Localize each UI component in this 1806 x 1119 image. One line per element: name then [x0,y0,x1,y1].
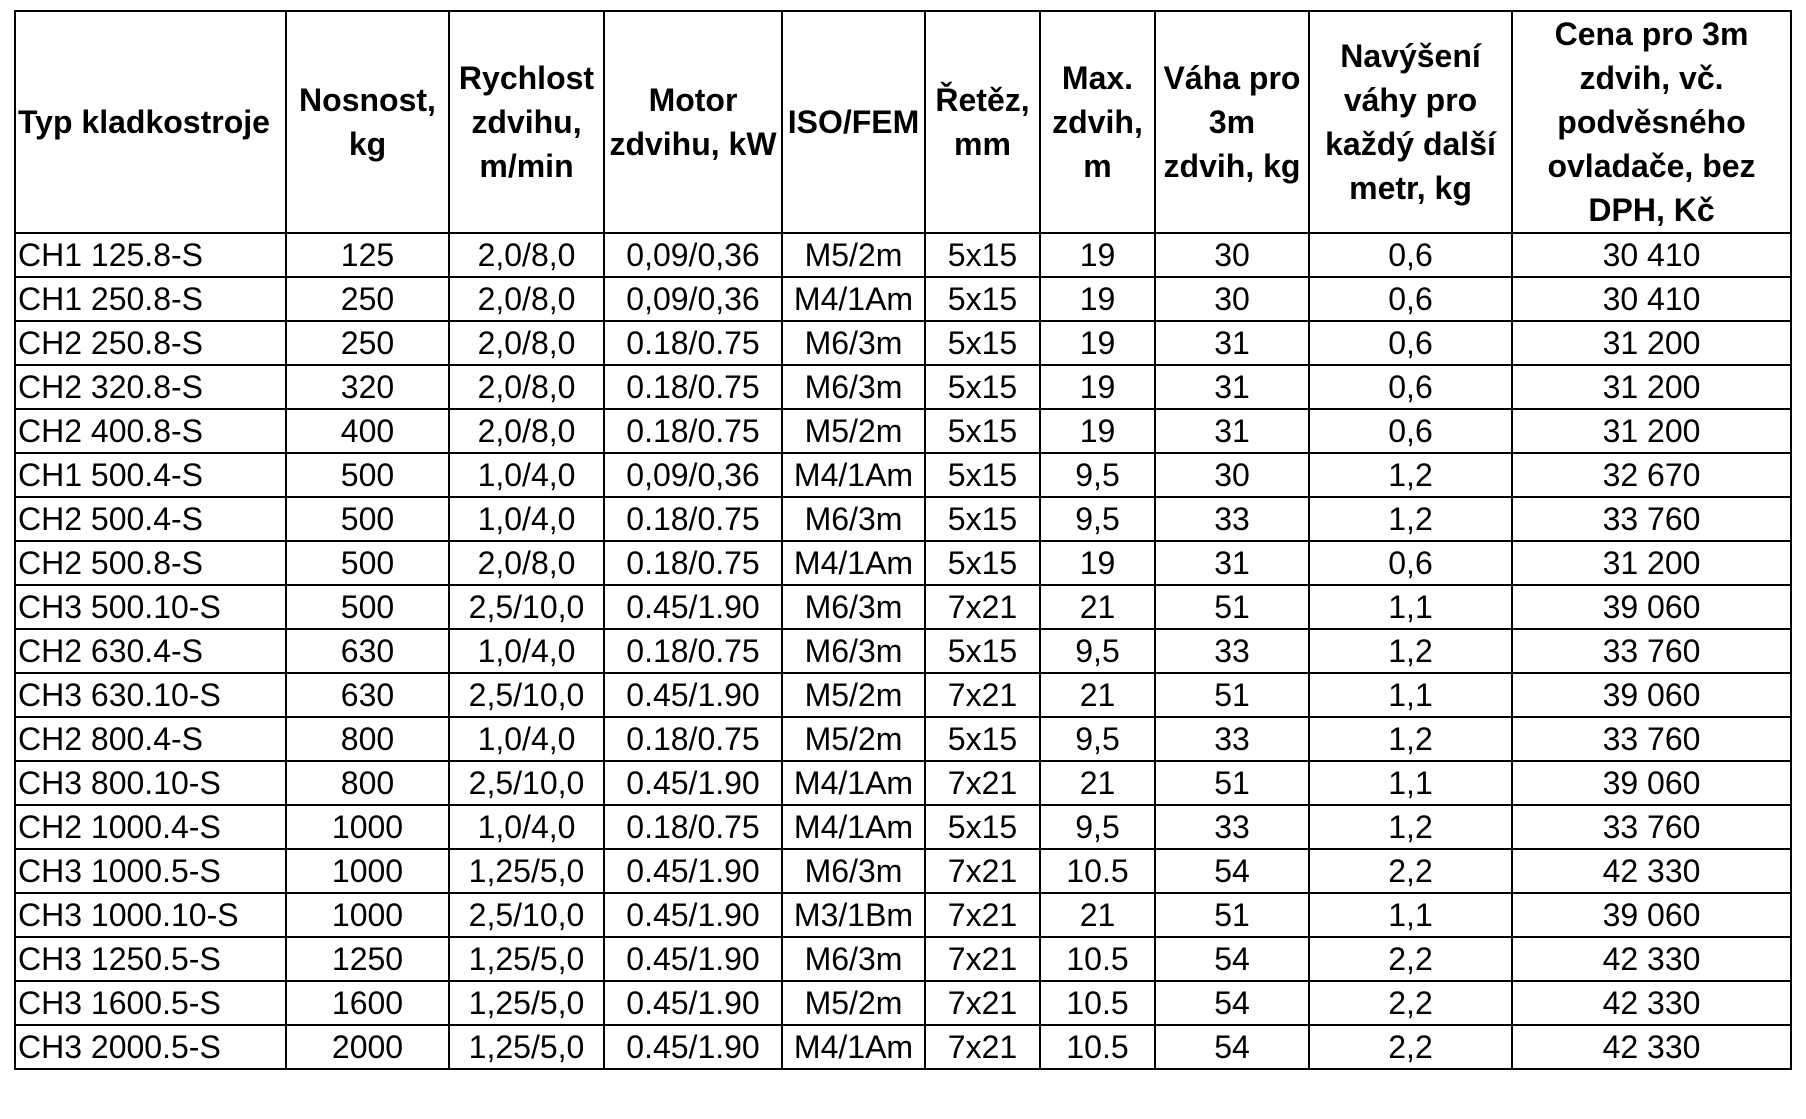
cell-lifting-motor: 0.45/1.90 [604,981,782,1025]
cell-iso-fem: M5/2m [782,233,925,277]
cell-lifting-motor: 0,09/0,36 [604,277,782,321]
cell-type: CH2 630.4-S [15,629,286,673]
table-row [15,585,1791,629]
table-row [15,981,1791,1025]
cell-lifting-speed: 1,25/5,0 [449,981,604,1025]
cell-chain: 5x15 [925,541,1040,585]
cell-type: CH3 500.10-S [15,585,286,629]
cell-weight-per-meter: 1,2 [1309,629,1512,673]
table-row [15,673,1791,717]
cell-price: 33 760 [1512,717,1791,761]
cell-price: 33 760 [1512,805,1791,849]
cell-max-lift: 21 [1040,761,1155,805]
column-header-lifting-motor: Motor zdvihu, kW [604,11,782,233]
cell-weight-3m: 51 [1155,673,1309,717]
cell-max-lift: 10.5 [1040,981,1155,1025]
cell-capacity: 800 [286,717,449,761]
cell-weight-per-meter: 0,6 [1309,365,1512,409]
cell-max-lift: 10.5 [1040,937,1155,981]
column-header-chain: Řetěz, mm [925,11,1040,233]
cell-max-lift: 19 [1040,409,1155,453]
cell-max-lift: 21 [1040,673,1155,717]
cell-capacity: 1600 [286,981,449,1025]
cell-weight-3m: 31 [1155,321,1309,365]
cell-chain: 5x15 [925,277,1040,321]
cell-lifting-motor: 0.45/1.90 [604,1025,782,1069]
cell-iso-fem: M6/3m [782,365,925,409]
cell-price: 42 330 [1512,981,1791,1025]
cell-weight-per-meter: 1,1 [1309,893,1512,937]
cell-price: 31 200 [1512,541,1791,585]
cell-chain: 5x15 [925,805,1040,849]
cell-chain: 5x15 [925,717,1040,761]
cell-iso-fem: M4/1Am [782,277,925,321]
cell-chain: 5x15 [925,321,1040,365]
cell-lifting-speed: 2,5/10,0 [449,893,604,937]
cell-capacity: 125 [286,233,449,277]
cell-chain: 5x15 [925,233,1040,277]
cell-max-lift: 21 [1040,585,1155,629]
table-row [15,277,1791,321]
cell-lifting-motor: 0.18/0.75 [604,541,782,585]
cell-lifting-speed: 1,0/4,0 [449,629,604,673]
cell-weight-3m: 31 [1155,365,1309,409]
cell-type: CH1 500.4-S [15,453,286,497]
cell-lifting-speed: 1,0/4,0 [449,497,604,541]
table-row [15,937,1791,981]
cell-iso-fem: M5/2m [782,673,925,717]
cell-lifting-motor: 0.45/1.90 [604,761,782,805]
cell-lifting-motor: 0.18/0.75 [604,717,782,761]
cell-lifting-speed: 2,0/8,0 [449,365,604,409]
cell-iso-fem: M6/3m [782,629,925,673]
cell-chain: 5x15 [925,497,1040,541]
cell-lifting-speed: 1,25/5,0 [449,849,604,893]
cell-type: CH2 250.8-S [15,321,286,365]
cell-iso-fem: M6/3m [782,849,925,893]
cell-type: CH3 1600.5-S [15,981,286,1025]
cell-iso-fem: M5/2m [782,981,925,1025]
cell-type: CH3 630.10-S [15,673,286,717]
column-header-lifting-speed: Rychlost zdvihu, m/min [449,11,604,233]
cell-weight-3m: 54 [1155,1025,1309,1069]
cell-lifting-speed: 1,0/4,0 [449,717,604,761]
cell-lifting-speed: 1,0/4,0 [449,453,604,497]
cell-weight-3m: 51 [1155,585,1309,629]
cell-type: CH2 500.4-S [15,497,286,541]
cell-lifting-speed: 2,0/8,0 [449,541,604,585]
cell-lifting-motor: 0.18/0.75 [604,497,782,541]
cell-capacity: 320 [286,365,449,409]
cell-max-lift: 21 [1040,893,1155,937]
cell-type: CH1 250.8-S [15,277,286,321]
cell-type: CH2 500.8-S [15,541,286,585]
cell-lifting-speed: 1,0/4,0 [449,805,604,849]
table-row [15,233,1791,277]
cell-iso-fem: M4/1Am [782,761,925,805]
cell-max-lift: 10.5 [1040,849,1155,893]
cell-iso-fem: M6/3m [782,585,925,629]
cell-lifting-motor: 0.45/1.90 [604,849,782,893]
cell-capacity: 1000 [286,805,449,849]
cell-weight-3m: 30 [1155,453,1309,497]
cell-type: CH2 1000.4-S [15,805,286,849]
cell-lifting-motor: 0.18/0.75 [604,365,782,409]
cell-type: CH2 800.4-S [15,717,286,761]
cell-capacity: 2000 [286,1025,449,1069]
cell-capacity: 1000 [286,893,449,937]
cell-capacity: 1000 [286,849,449,893]
cell-lifting-motor: 0.18/0.75 [604,805,782,849]
cell-weight-per-meter: 0,6 [1309,409,1512,453]
cell-lifting-motor: 0.45/1.90 [604,585,782,629]
cell-weight-3m: 54 [1155,937,1309,981]
cell-lifting-speed: 2,0/8,0 [449,409,604,453]
cell-lifting-motor: 0.45/1.90 [604,937,782,981]
cell-max-lift: 19 [1040,233,1155,277]
cell-chain: 7x21 [925,849,1040,893]
cell-price: 30 410 [1512,233,1791,277]
cell-weight-3m: 33 [1155,629,1309,673]
cell-lifting-speed: 2,0/8,0 [449,321,604,365]
cell-price: 39 060 [1512,585,1791,629]
cell-iso-fem: M6/3m [782,937,925,981]
cell-weight-per-meter: 1,2 [1309,453,1512,497]
column-header-weight-3m: Váha pro 3m zdvih, kg [1155,11,1309,233]
cell-lifting-motor: 0.18/0.75 [604,409,782,453]
cell-chain: 5x15 [925,629,1040,673]
cell-lifting-motor: 0.45/1.90 [604,673,782,717]
cell-lifting-speed: 2,0/8,0 [449,277,604,321]
column-header-iso-fem: ISO/FEM [782,11,925,233]
cell-weight-3m: 33 [1155,497,1309,541]
cell-weight-3m: 54 [1155,849,1309,893]
cell-capacity: 250 [286,277,449,321]
cell-capacity: 400 [286,409,449,453]
cell-capacity: 500 [286,541,449,585]
cell-lifting-motor: 0.18/0.75 [604,321,782,365]
cell-price: 33 760 [1512,497,1791,541]
table-row [15,453,1791,497]
cell-capacity: 800 [286,761,449,805]
cell-max-lift: 9,5 [1040,629,1155,673]
table-row [15,541,1791,585]
table-row [15,1025,1791,1069]
cell-iso-fem: M4/1Am [782,541,925,585]
cell-weight-per-meter: 1,2 [1309,717,1512,761]
cell-lifting-motor: 0,09/0,36 [604,453,782,497]
cell-chain: 5x15 [925,409,1040,453]
cell-price: 39 060 [1512,893,1791,937]
cell-weight-3m: 33 [1155,717,1309,761]
cell-weight-per-meter: 1,1 [1309,585,1512,629]
column-header-capacity: Nosnost, kg [286,11,449,233]
cell-weight-per-meter: 2,2 [1309,1025,1512,1069]
cell-type: CH3 2000.5-S [15,1025,286,1069]
cell-max-lift: 19 [1040,277,1155,321]
cell-type: CH3 1250.5-S [15,937,286,981]
cell-lifting-speed: 2,5/10,0 [449,585,604,629]
cell-weight-per-meter: 2,2 [1309,849,1512,893]
cell-price: 39 060 [1512,673,1791,717]
cell-chain: 7x21 [925,673,1040,717]
cell-price: 31 200 [1512,321,1791,365]
cell-lifting-motor: 0.18/0.75 [604,629,782,673]
cell-max-lift: 10.5 [1040,1025,1155,1069]
cell-type: CH1 125.8-S [15,233,286,277]
cell-capacity: 500 [286,497,449,541]
cell-weight-3m: 54 [1155,981,1309,1025]
cell-chain: 7x21 [925,893,1040,937]
cell-weight-per-meter: 1,2 [1309,805,1512,849]
cell-weight-3m: 30 [1155,277,1309,321]
cell-weight-3m: 51 [1155,893,1309,937]
cell-weight-3m: 31 [1155,541,1309,585]
cell-weight-per-meter: 1,1 [1309,761,1512,805]
table-row [15,761,1791,805]
cell-iso-fem: M6/3m [782,497,925,541]
hoist-price-table [14,10,1792,1070]
cell-iso-fem: M6/3m [782,321,925,365]
cell-lifting-motor: 0.45/1.90 [604,893,782,937]
cell-type: CH2 400.8-S [15,409,286,453]
cell-chain: 7x21 [925,981,1040,1025]
cell-price: 33 760 [1512,629,1791,673]
table-row [15,805,1791,849]
table-header [15,11,1791,233]
hoist-price-table-sheet [14,10,1792,1070]
header-row [15,11,1791,233]
table-row [15,321,1791,365]
table-row [15,409,1791,453]
cell-iso-fem: M4/1Am [782,1025,925,1069]
cell-price: 42 330 [1512,937,1791,981]
cell-type: CH3 1000.5-S [15,849,286,893]
column-header-price: Cena pro 3m zdvih, vč. podvěsného ovladače, bez DPH, Kč [1512,11,1791,233]
cell-capacity: 500 [286,585,449,629]
cell-weight-per-meter: 0,6 [1309,277,1512,321]
cell-weight-per-meter: 0,6 [1309,541,1512,585]
cell-iso-fem: M4/1Am [782,453,925,497]
table-row [15,497,1791,541]
cell-price: 42 330 [1512,1025,1791,1069]
cell-chain: 5x15 [925,453,1040,497]
cell-price: 39 060 [1512,761,1791,805]
table-row [15,717,1791,761]
cell-max-lift: 9,5 [1040,717,1155,761]
cell-lifting-speed: 2,5/10,0 [449,673,604,717]
cell-capacity: 500 [286,453,449,497]
cell-weight-per-meter: 1,1 [1309,673,1512,717]
cell-iso-fem: M5/2m [782,717,925,761]
cell-lifting-speed: 2,5/10,0 [449,761,604,805]
cell-chain: 7x21 [925,761,1040,805]
cell-weight-per-meter: 2,2 [1309,981,1512,1025]
column-header-type: Typ kladkostroje [15,11,286,233]
cell-chain: 7x21 [925,937,1040,981]
cell-weight-per-meter: 1,2 [1309,497,1512,541]
table-row [15,629,1791,673]
cell-chain: 7x21 [925,1025,1040,1069]
cell-lifting-speed: 1,25/5,0 [449,937,604,981]
cell-capacity: 250 [286,321,449,365]
table-body [15,233,1791,1069]
table-row [15,893,1791,937]
cell-max-lift: 9,5 [1040,497,1155,541]
cell-capacity: 1250 [286,937,449,981]
cell-max-lift: 19 [1040,365,1155,409]
cell-type: CH3 1000.10-S [15,893,286,937]
column-header-weight-per-meter: Navýšení váhy pro každý další metr, kg [1309,11,1512,233]
cell-price: 31 200 [1512,365,1791,409]
cell-weight-3m: 33 [1155,805,1309,849]
column-header-max-lift: Max. zdvih, m [1040,11,1155,233]
cell-max-lift: 19 [1040,321,1155,365]
cell-lifting-speed: 2,0/8,0 [449,233,604,277]
cell-price: 32 670 [1512,453,1791,497]
table-row [15,849,1791,893]
cell-weight-3m: 31 [1155,409,1309,453]
cell-weight-3m: 30 [1155,233,1309,277]
cell-iso-fem: M5/2m [782,409,925,453]
cell-capacity: 630 [286,673,449,717]
cell-max-lift: 9,5 [1040,805,1155,849]
cell-max-lift: 9,5 [1040,453,1155,497]
cell-weight-per-meter: 0,6 [1309,321,1512,365]
cell-type: CH2 320.8-S [15,365,286,409]
cell-lifting-speed: 1,25/5,0 [449,1025,604,1069]
cell-weight-per-meter: 2,2 [1309,937,1512,981]
table-row [15,365,1791,409]
cell-capacity: 630 [286,629,449,673]
cell-max-lift: 19 [1040,541,1155,585]
cell-iso-fem: M3/1Bm [782,893,925,937]
cell-chain: 5x15 [925,365,1040,409]
cell-chain: 7x21 [925,585,1040,629]
cell-price: 30 410 [1512,277,1791,321]
cell-lifting-motor: 0,09/0,36 [604,233,782,277]
cell-weight-3m: 51 [1155,761,1309,805]
cell-type: CH3 800.10-S [15,761,286,805]
cell-price: 31 200 [1512,409,1791,453]
cell-iso-fem: M4/1Am [782,805,925,849]
cell-price: 42 330 [1512,849,1791,893]
cell-weight-per-meter: 0,6 [1309,233,1512,277]
